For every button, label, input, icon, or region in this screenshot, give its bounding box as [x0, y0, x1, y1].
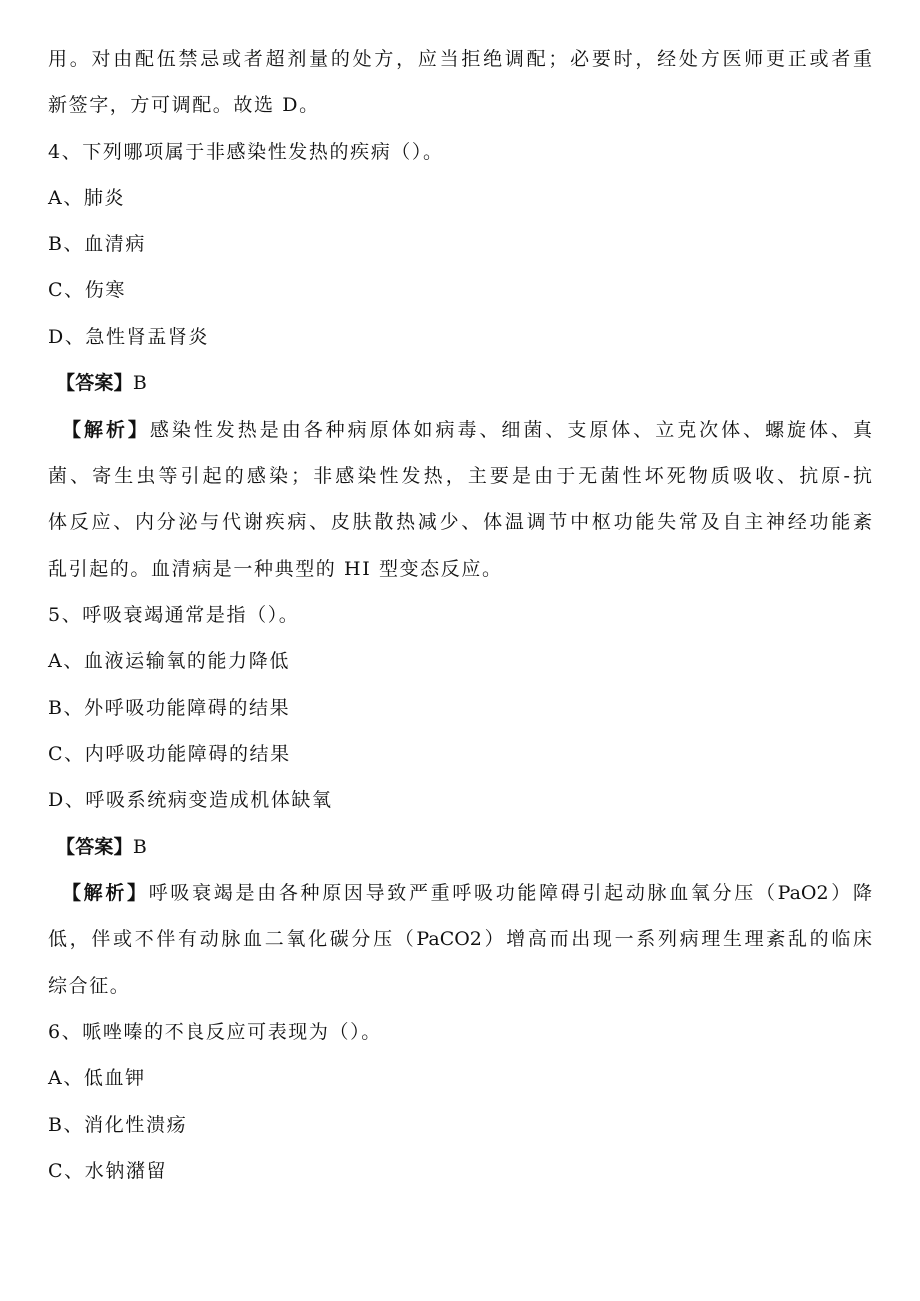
q4-option-a: A、肺炎 [48, 187, 126, 209]
q4-option-c: C、伤寒 [48, 279, 126, 301]
q4-analysis-line-1 [62, 418, 872, 442]
q5-option-b: B、外呼吸功能障碍的结果 [48, 697, 291, 719]
q6-option-b: B、消化性溃疡 [48, 1114, 188, 1136]
q5-analysis-line-2: 低，伴或不伴有动脉血二氧化碳分压（PaCO2）增高而出现一系列病理生理紊乱的临床 [48, 928, 872, 950]
continuation-line-1: 用。对由配伍禁忌或者超剂量的处方，应当拒绝调配；必要时，经处方医师更正或者重 [48, 48, 872, 70]
q4-analysis-text-1: 感染性发热是由各种病原体如病毒、细菌、支原体、立克次体、螺旋体、真 [149, 419, 872, 441]
q5-option-a: A、血液运输氧的能力降低 [48, 650, 290, 672]
question-6: 6、哌唑嗪的不良反应可表现为（）。 [48, 1021, 382, 1043]
q5-option-d: D、呼吸系统病变造成机体缺氧 [48, 789, 333, 811]
q4-analysis-line-3: 体反应、内分泌与代谢疾病、皮肤散热减少、体温调节中枢功能失常及自主神经功能紊 [48, 511, 872, 533]
q4-analysis-line-2: 菌、寄生虫等引起的感染；非感染性发热，主要是由于无菌性坏死物质吸收、抗原-抗 [48, 465, 872, 487]
q5-answer-label: 【答案】 [56, 836, 133, 858]
q5-option-c: C、内呼吸功能障碍的结果 [48, 743, 291, 765]
q4-analysis-line-4: 乱引起的。血清病是一种典型的 HI 型变态反应。 [48, 558, 503, 580]
question-4: 4、下列哪项属于非感染性发热的疾病（）。 [48, 141, 444, 163]
q6-option-c: C、水钠潴留 [48, 1160, 168, 1182]
q4-answer [56, 371, 880, 395]
q4-analysis-label: 【解析】 [62, 419, 150, 441]
q4-answer-value: B [132, 372, 147, 394]
q4-option-b: B、血清病 [48, 233, 146, 255]
q5-analysis-line-3: 综合征。 [48, 975, 131, 997]
q5-answer-value: B [132, 836, 147, 858]
q4-answer-label: 【答案】 [56, 372, 133, 394]
q5-analysis-text-1: 呼吸衰竭是由各种原因导致严重呼吸功能障碍引起动脉血氧分压（PaO2）降 [148, 882, 872, 904]
q5-analysis-line-1 [62, 881, 872, 905]
continuation-line-2: 新签字，方可调配。故选 D。 [48, 94, 320, 116]
q5-analysis-label: 【解析】 [62, 882, 149, 904]
q4-option-d: D、急性肾盂肾炎 [48, 326, 210, 348]
q6-option-a: A、低血钾 [48, 1067, 146, 1089]
q5-answer [56, 835, 880, 859]
question-5: 5、呼吸衰竭通常是指（）。 [48, 604, 300, 626]
